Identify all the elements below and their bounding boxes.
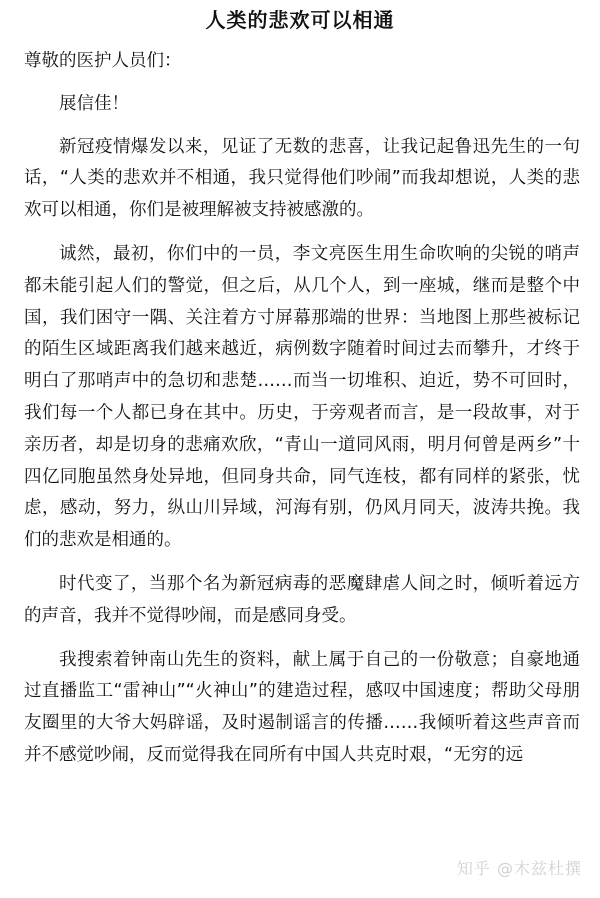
paragraph-4: 我搜索着钟南山先生的资料，献上属于自己的一份敬意；自豪地通过直播监工“雷神山”“火神山”的建造过程，感叹中国速度；帮助父母朋友圈里的大爷大妈辟谣，及时遏制谣言的传播……我倾听着这些声音而并不感觉吵闹，反而觉得我在同所有中国人共克时艰，“无穷的远 xyxy=(24,649,580,765)
greeting: 展信佳！ xyxy=(59,93,129,114)
letter-body xyxy=(24,46,580,784)
paragraph-3: 时代变了，当那个名为新冠病毒的恶魔肆虐人间之时，倾听着远方的声音，我并不觉得吵闹，而是感同身受。 xyxy=(24,573,580,626)
salutation: 尊敬的医护人员们： xyxy=(24,51,182,71)
page-title: 人类的悲欢可以相通 xyxy=(205,8,395,32)
paragraph-1: 新冠疫情爆发以来，见证了无数的悲喜，让我记起鲁迅先生的一句话，“人类的悲欢并不相通，我只觉得他们吵闹”而我却想说，人类的悲欢可以相通，你们是被理解被支持被感激的。 xyxy=(24,136,580,221)
paragraph-2: 诚然，最初，你们中的一员，李文亮医生用生命吹响的尖锐的哨声都未能引起人们的警觉，但之后，从几个人，到一座城，继而是整个中国，我们困守一隅、关注着方寸屏幕那端的世界：当地图上那些被标记的陌生区域距离我们越来越近，病例数字随着时间过去而攀升，才终于明白了那哨声中的急切和悲楚……而当一切堆积、迫近，势不可回时，我们每一个人都已身在其中。历史，于旁观者而言，是一段故事，对于亲历者，却是切身的悲痛欢欣，“青山一道同风雨，明月何曾是两乡”十四亿同胞虽然身处异地，但同身共命，同气连枝，都有同样的紧张，忧虑，感动，努力，纵山川异域，河海有别，仍风月同天，波涛共挽。我们的悲欢是相通的。 xyxy=(24,243,580,551)
watermark: 知乎 @木兹杜撰 xyxy=(456,859,582,878)
